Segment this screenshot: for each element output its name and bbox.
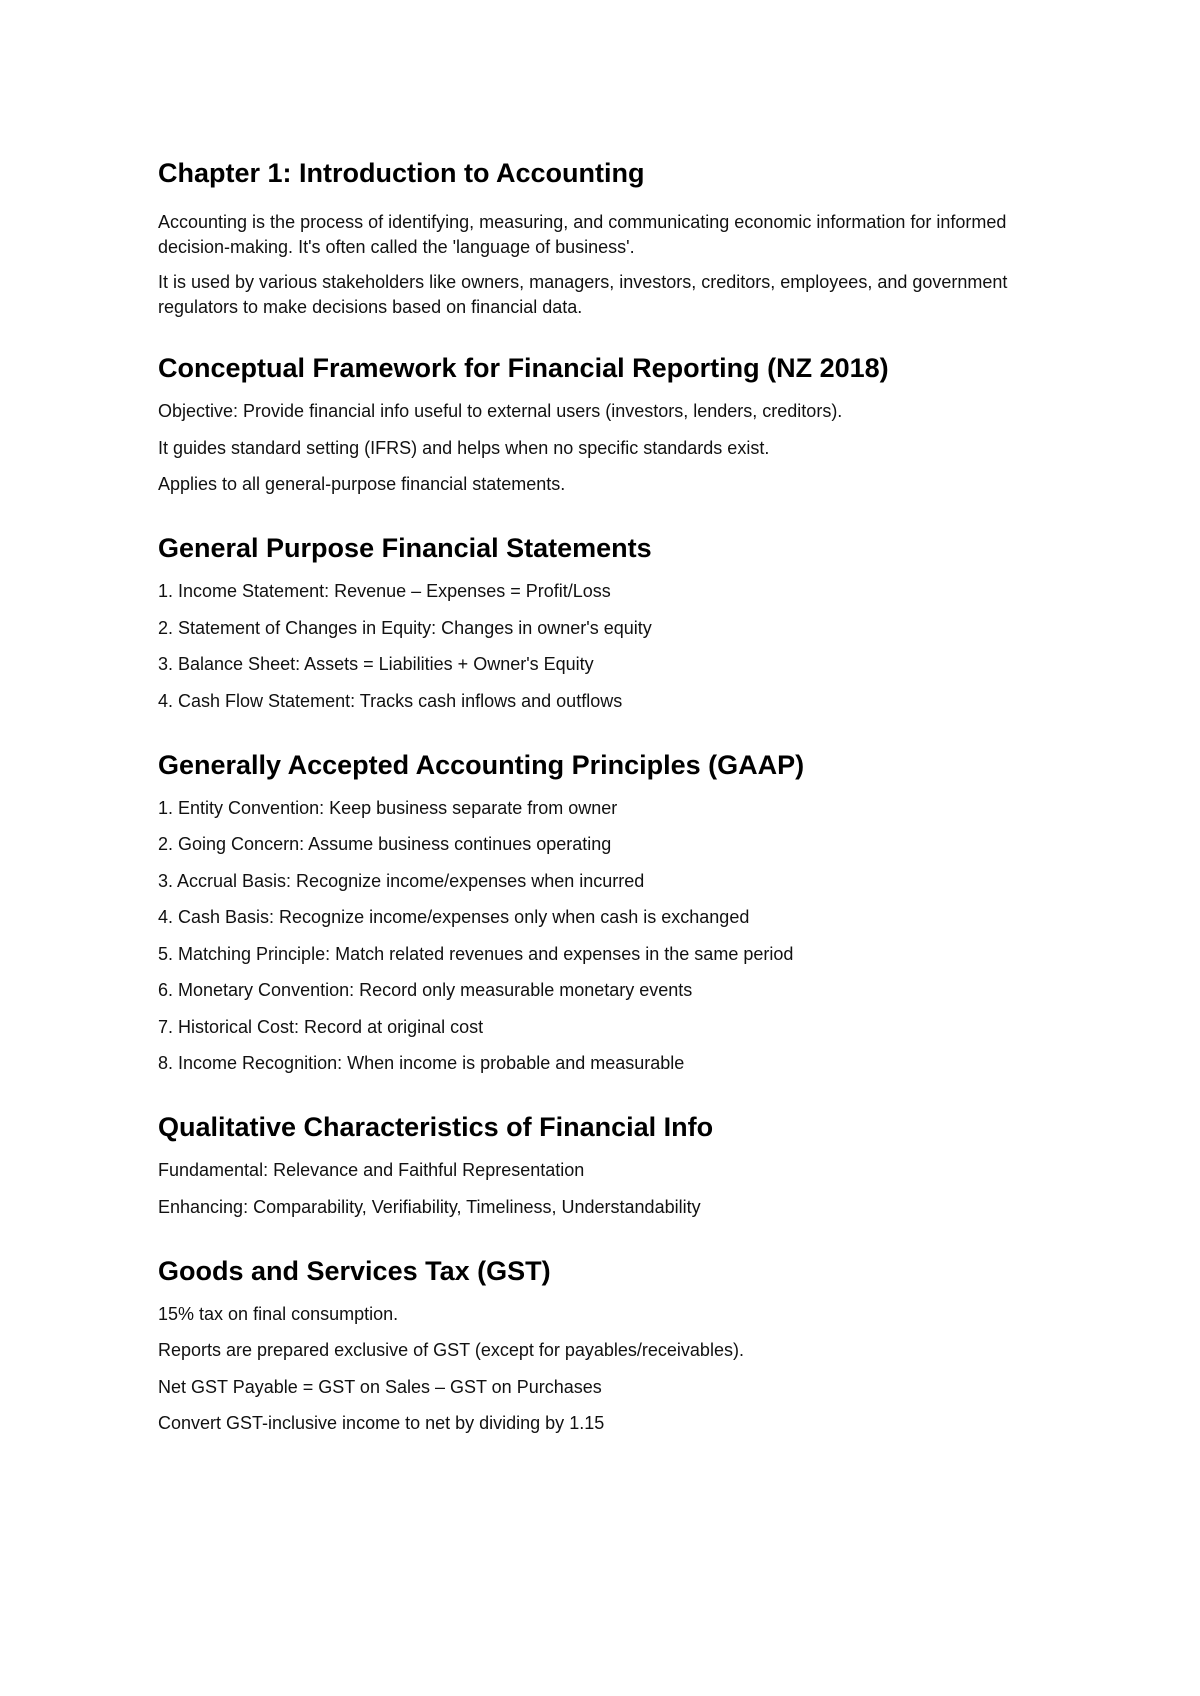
section-introduction [158,156,1058,320]
list-item: 1. Entity Convention: Keep business separate from owner [158,797,618,818]
section-financial-statements [158,531,1058,714]
text-line: Convert GST-inclusive income to net by dividing by 1.15 [158,1413,605,1433]
paragraph: Accounting is the process of identifying, measuring, and communicating economic information for informed decision-making. It's often called the 'language of business'. [158,212,1007,257]
list-item: 2. Going Concern: Assume business continues operating [158,834,612,854]
text-line: Enhancing: Comparability, Verifiability, Timeliness, Understandability [158,1196,701,1217]
list-item: 4. Cash Flow Statement: Tracks cash inflows and outflows [158,690,623,711]
paragraph: It is used by various stakeholders like owners, managers, investors, creditors, employees, and government regulators to make decisions based on financial data. [158,272,1008,317]
list-item: 6. Monetary Convention: Record only measurable monetary events [158,980,693,1000]
document-page [158,156,1058,1448]
section-heading: Conceptual Framework for Financial Reporting (NZ 2018) [158,353,889,383]
text-line: Objective: Provide financial info useful to external users (investors, lenders, creditors). [158,401,843,421]
list-item: 2. Statement of Changes in Equity: Changes in owner's equity [158,617,652,638]
section-conceptual-framework [158,351,1058,497]
section-heading: Chapter 1: Introduction to Accounting [158,158,645,188]
text-line: Applies to all general-purpose financial statements. [158,474,566,494]
section-gst [158,1254,1058,1437]
section-heading: Goods and Services Tax (GST) [158,1255,551,1286]
text-line: Net GST Payable = GST on Sales – GST on Purchases [158,1376,602,1397]
list-item: 3. Accrual Basis: Recognize income/expenses when incurred [158,870,645,891]
section-gaap [158,748,1058,1077]
text-line: Fundamental: Relevance and Faithful Representation [158,1160,585,1180]
text-line: 15% tax on final consumption. [158,1303,399,1324]
section-heading: Generally Accepted Accounting Principles (GAAP) [158,749,805,780]
text-line: It guides standard setting (IFRS) and helps when no specific standards exist. [158,437,770,458]
list-item: 3. Balance Sheet: Assets = Liabilities + Owner's Equity [158,654,594,674]
list-item: 7. Historical Cost: Record at original cost [158,1016,484,1037]
list-item: 4. Cash Basis: Recognize income/expenses only when cash is exchanged [158,907,750,927]
section-heading: General Purpose Financial Statements [158,533,652,563]
list-item: 1. Income Statement: Revenue – Expenses = Profit/Loss [158,581,611,601]
list-item: 5. Matching Principle: Match related revenues and expenses in the same period [158,943,794,964]
text-line: Reports are prepared exclusive of GST (except for payables/receivables). [158,1340,744,1360]
section-heading: Qualitative Characteristics of Financial Info [158,1112,714,1142]
list-item: 8. Income Recognition: When income is probable and measurable [158,1053,685,1073]
section-qualitative-characteristics [158,1110,1058,1220]
